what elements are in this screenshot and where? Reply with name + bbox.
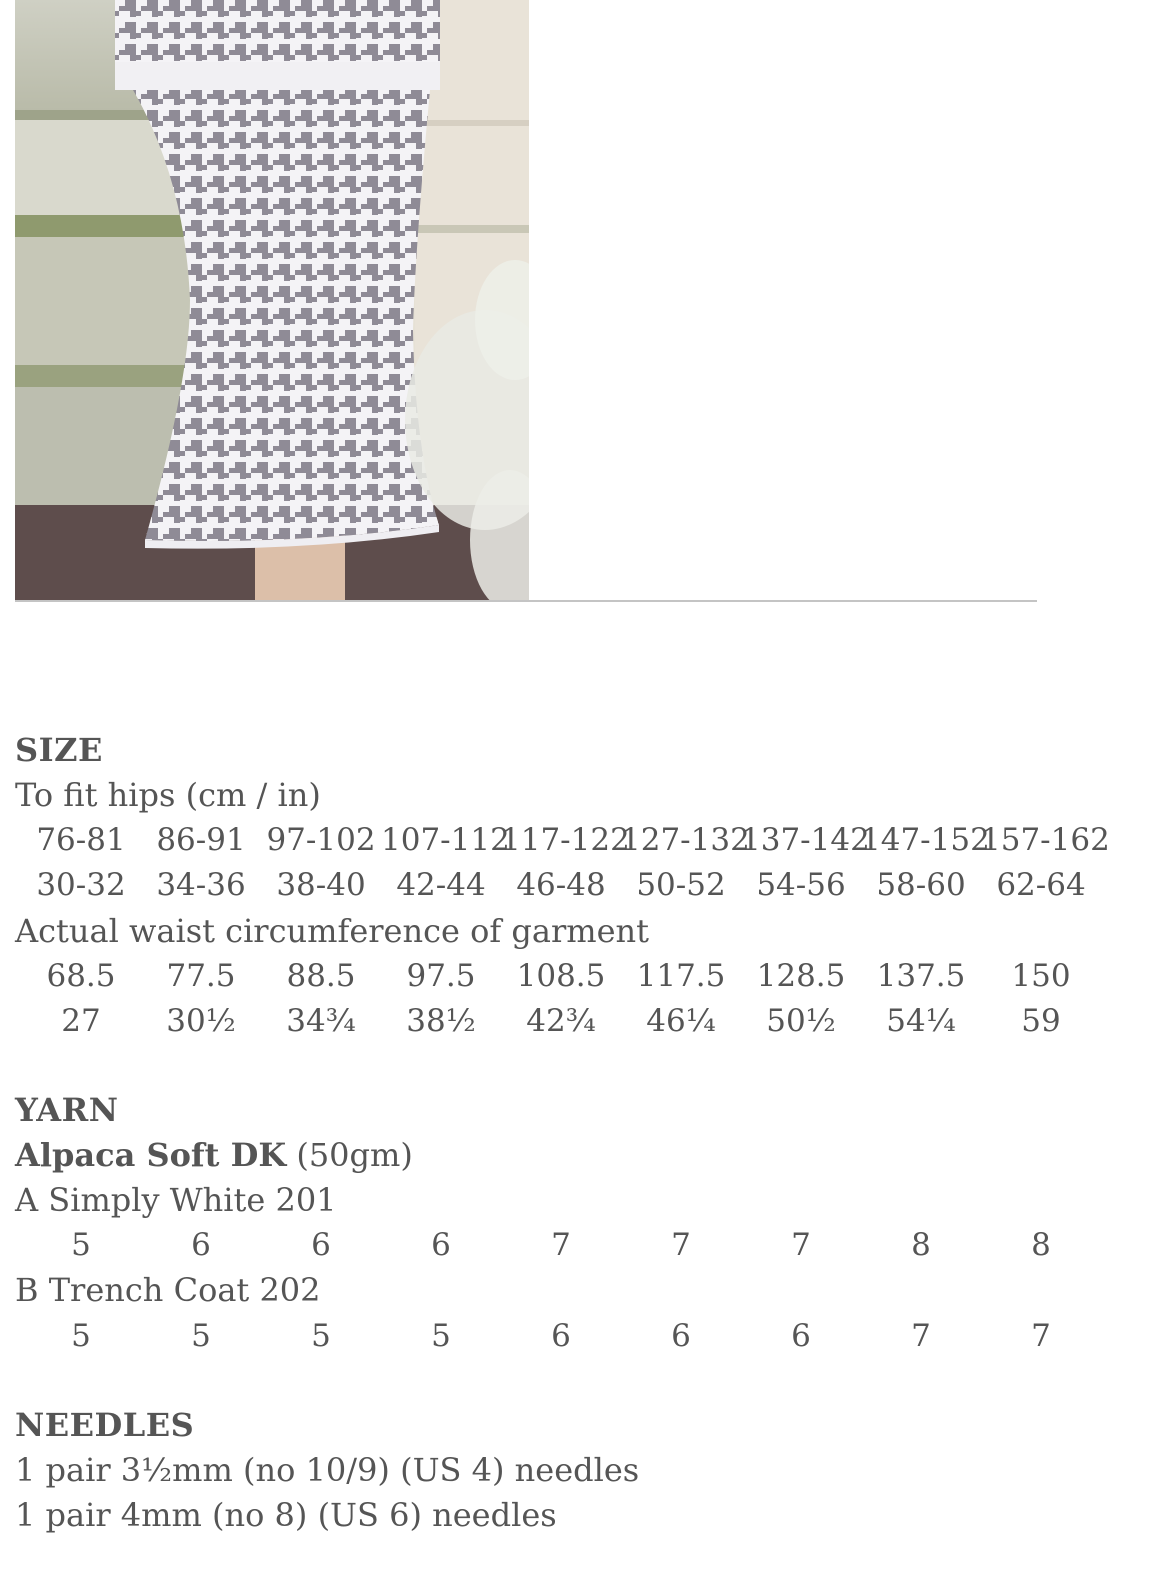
shade-b-label: B Trench Coat 202: [15, 1271, 321, 1309]
hips-cm-row: [0, 818, 1157, 863]
hips-in-cell: 58-60: [876, 867, 966, 903]
hips-in-cell: 46-48: [516, 867, 606, 903]
hips-cm-cell: 127-132: [621, 822, 750, 858]
horizontal-rule: [15, 600, 1037, 602]
yarn-heading: YARN: [15, 1091, 119, 1129]
hips-cm-cell: 157-162: [981, 822, 1110, 858]
hips-label: To fit hips (cm / in): [15, 776, 321, 814]
hips-cm-cell: 86-91: [156, 822, 246, 858]
shade-a-qty-cell: 6: [431, 1227, 451, 1263]
shade-a-qty-cell: 6: [311, 1227, 331, 1263]
shade-b-qty-cell: 5: [71, 1318, 91, 1354]
waist-cm-cell: 150: [1011, 958, 1071, 994]
shade-a-qty-cell: 7: [791, 1227, 811, 1263]
waist-cm-cell: 117.5: [636, 958, 726, 994]
waist-in-cell: 46¼: [646, 1003, 716, 1039]
waist-in-cell: 30½: [166, 1003, 236, 1039]
waist-in-row: [0, 999, 1157, 1044]
shade-a-qty-cell: 7: [551, 1227, 571, 1263]
hips-cm-cell: 137-142: [741, 822, 870, 858]
waist-label: Actual waist circumference of garment: [15, 912, 650, 950]
hips-cm-cell: 76-81: [36, 822, 126, 858]
shade-b-qty-cell: 5: [191, 1318, 211, 1354]
waist-cm-cell: 137.5: [876, 958, 966, 994]
shade-a-label: A Simply White 201: [15, 1181, 337, 1219]
yarn-name-line: [15, 1133, 413, 1178]
waist-in-cell: 34¾: [286, 1003, 356, 1039]
hips-in-cell: 34-36: [156, 867, 246, 903]
hips-in-cell: 50-52: [636, 867, 726, 903]
waist-in-cell: 42¾: [526, 1003, 596, 1039]
waist-cm-cell: 108.5: [516, 958, 606, 994]
shade-b-qty-row: [0, 1314, 1157, 1359]
hips-in-cell: 62-64: [996, 867, 1086, 903]
shade-b-qty-cell: 7: [1031, 1318, 1051, 1354]
hips-cm-cell: 107-112: [381, 822, 510, 858]
shade-b-qty-cell: 6: [551, 1318, 571, 1354]
needles-line-2: 1 pair 4mm (no 8) (US 6) needles: [15, 1496, 557, 1534]
shade-a-qty-cell: 6: [191, 1227, 211, 1263]
waist-cm-cell: 128.5: [756, 958, 846, 994]
needles-heading: NEEDLES: [15, 1406, 195, 1444]
waist-cm-cell: 97.5: [406, 958, 476, 994]
waist-in-cell: 27: [61, 1003, 101, 1039]
yarn-name: Alpaca Soft DK: [15, 1136, 287, 1174]
hips-cm-cell: 117-122: [501, 822, 630, 858]
shade-b-qty-cell: 5: [311, 1318, 331, 1354]
shade-b-qty-cell: 6: [671, 1318, 691, 1354]
waist-in-cell: 59: [1021, 1003, 1061, 1039]
waist-cm-cell: 77.5: [166, 958, 236, 994]
shade-a-qty-cell: 5: [71, 1227, 91, 1263]
waist-in-cell: 54¼: [886, 1003, 956, 1039]
waist-cm-row: [0, 954, 1157, 999]
shade-a-qty-cell: 8: [1031, 1227, 1051, 1263]
size-heading: SIZE: [15, 731, 103, 769]
skirt-photo-illustration: [15, 0, 529, 600]
shade-b-qty-cell: 5: [431, 1318, 451, 1354]
product-photo: [15, 0, 529, 600]
hips-cm-cell: 147-152: [861, 822, 990, 858]
hips-in-cell: 30-32: [36, 867, 126, 903]
waist-cm-cell: 68.5: [46, 958, 116, 994]
hips-in-cell: 54-56: [756, 867, 846, 903]
waist-in-cell: 50½: [766, 1003, 836, 1039]
waist-in-cell: 38½: [406, 1003, 476, 1039]
hips-in-row: [0, 863, 1157, 908]
shade-b-qty-cell: 6: [791, 1318, 811, 1354]
waist-cm-cell: 88.5: [286, 958, 356, 994]
needles-line-1: 1 pair 3½mm (no 10/9) (US 4) needles: [15, 1451, 640, 1489]
shade-b-qty-cell: 7: [911, 1318, 931, 1354]
shade-a-qty-cell: 8: [911, 1227, 931, 1263]
yarn-weight: (50gm): [296, 1136, 413, 1174]
shade-a-qty-cell: 7: [671, 1227, 691, 1263]
hips-in-cell: 38-40: [276, 867, 366, 903]
shade-a-qty-row: [0, 1223, 1157, 1268]
hips-in-cell: 42-44: [396, 867, 486, 903]
hips-cm-cell: 97-102: [266, 822, 376, 858]
